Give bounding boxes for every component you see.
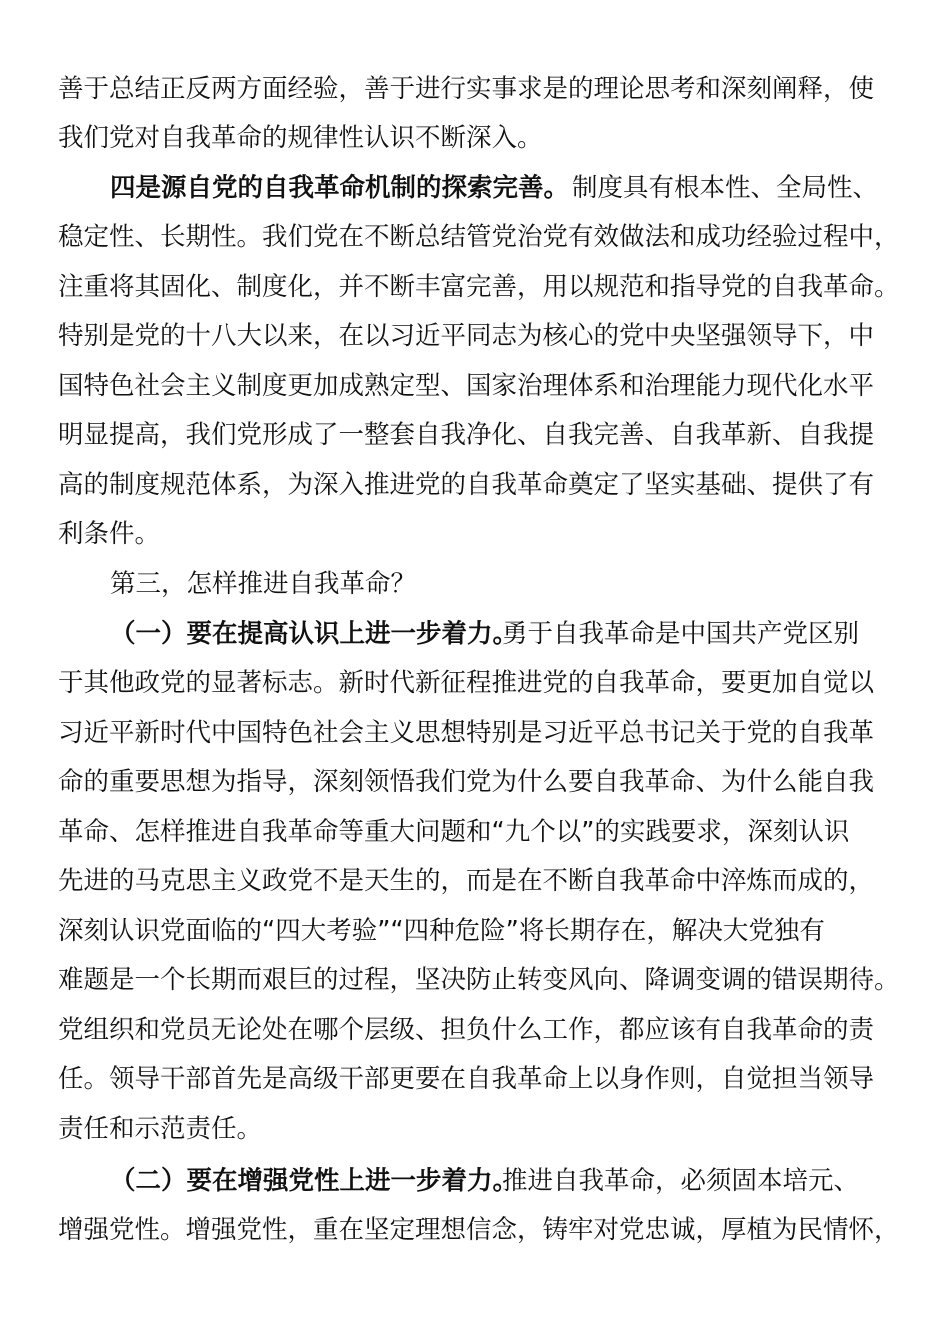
line-text: 高的制度规范体系，为深入推进党的自我革命奠定了坚实基础、提供了有 xyxy=(58,470,875,500)
text-line xyxy=(0,114,950,163)
text-line xyxy=(0,857,950,906)
line-text: 利条件。 xyxy=(58,519,161,549)
line-text: 善于总结正反两方面经验，善于进行实事求是的理论思考和深刻阐释，使 xyxy=(58,74,875,104)
line-text: 责任和示范责任。 xyxy=(58,1114,263,1144)
section-heading xyxy=(0,560,950,609)
line-text: 国特色社会主义制度更加成熟定型、国家治理体系和治理能力现代化水平 xyxy=(58,371,875,401)
text-line xyxy=(0,65,950,114)
text-line xyxy=(0,263,950,312)
text-line xyxy=(0,1055,950,1104)
line-text: 先进的马克思主义政党不是天生的，而是在不断自我革命中淬炼而成的， xyxy=(58,866,875,896)
line-text: 我们党对自我革命的规律性认识不断深入。 xyxy=(58,123,543,153)
text-line xyxy=(0,312,950,361)
line-text: 命的重要思想为指导，深刻领悟我们党为什么要自我革命、为什么能自我 xyxy=(58,767,875,797)
paragraph-heading: 四是源自党的自我革命机制的探索完善。 xyxy=(110,173,570,203)
line-text: 推进自我革命，必须固本培元、 xyxy=(502,1166,860,1196)
text-line xyxy=(0,461,950,510)
paragraph-heading: （一）要在提高认识上进一步着力。 xyxy=(110,619,519,649)
text-line xyxy=(0,758,950,807)
section-heading-text: 第三，怎样推进自我革命？ xyxy=(110,569,417,599)
text-line xyxy=(0,1105,950,1154)
paragraph-heading: （二）要在增强党性上进一步着力。 xyxy=(110,1166,519,1196)
line-text: 制度具有根本性、全局性、 xyxy=(572,173,879,203)
text-line xyxy=(0,659,950,708)
text-line xyxy=(0,411,950,460)
text-line xyxy=(0,510,950,559)
text-line xyxy=(0,1006,950,1055)
line-text: 增强党性。增强党性，重在坚定理想信念，铸牢对党忠诚，厚植为民情怀， xyxy=(58,1215,900,1245)
paragraph-first-line xyxy=(0,164,950,213)
text-line xyxy=(0,213,950,262)
line-text: 难题是一个长期而艰巨的过程，坚决防止转变风向、降调变调的错误期待。 xyxy=(58,965,900,995)
line-text: 于其他政党的显著标志。新时代新征程推进党的自我革命，要更加自觉以 xyxy=(58,668,875,698)
line-text: 勇于自我革命是中国共产党区别 xyxy=(502,619,860,649)
line-text: 任。领导干部首先是高级干部更要在自我革命上以身作则，自觉担当领导 xyxy=(58,1064,875,1094)
line-text: 稳定性、长期性。我们党在不断总结管党治党有效做法和成功经验过程中， xyxy=(58,222,900,252)
text-line xyxy=(0,1206,950,1255)
line-text: 注重将其固化、制度化，并不断丰富完善，用以规范和指导党的自我革命。 xyxy=(58,272,900,302)
text-line xyxy=(0,907,950,956)
paragraph-first-line xyxy=(0,1157,950,1206)
text-line xyxy=(0,709,950,758)
line-text: 习近平新时代中国特色社会主义思想特别是习近平总书记关于党的自我革 xyxy=(58,718,875,748)
text-line xyxy=(0,956,950,1005)
line-text: 党组织和党员无论处在哪个层级、担负什么工作，都应该有自我革命的责 xyxy=(58,1015,875,1045)
text-line xyxy=(0,362,950,411)
line-text: 明显提高，我们党形成了一整套自我净化、自我完善、自我革新、自我提 xyxy=(58,420,875,450)
paragraph-first-line xyxy=(0,610,950,659)
line-text: 革命、怎样推进自我革命等重大问题和“九个以”的实践要求，深刻认识 xyxy=(58,817,850,847)
line-text: 特别是党的十八大以来，在以习近平同志为核心的党中央坚强领导下，中 xyxy=(58,321,875,351)
text-line xyxy=(0,808,950,857)
line-text: 深刻认识党面临的“四大考验”“四种危险”将长期存在，解决大党独有 xyxy=(58,916,825,946)
